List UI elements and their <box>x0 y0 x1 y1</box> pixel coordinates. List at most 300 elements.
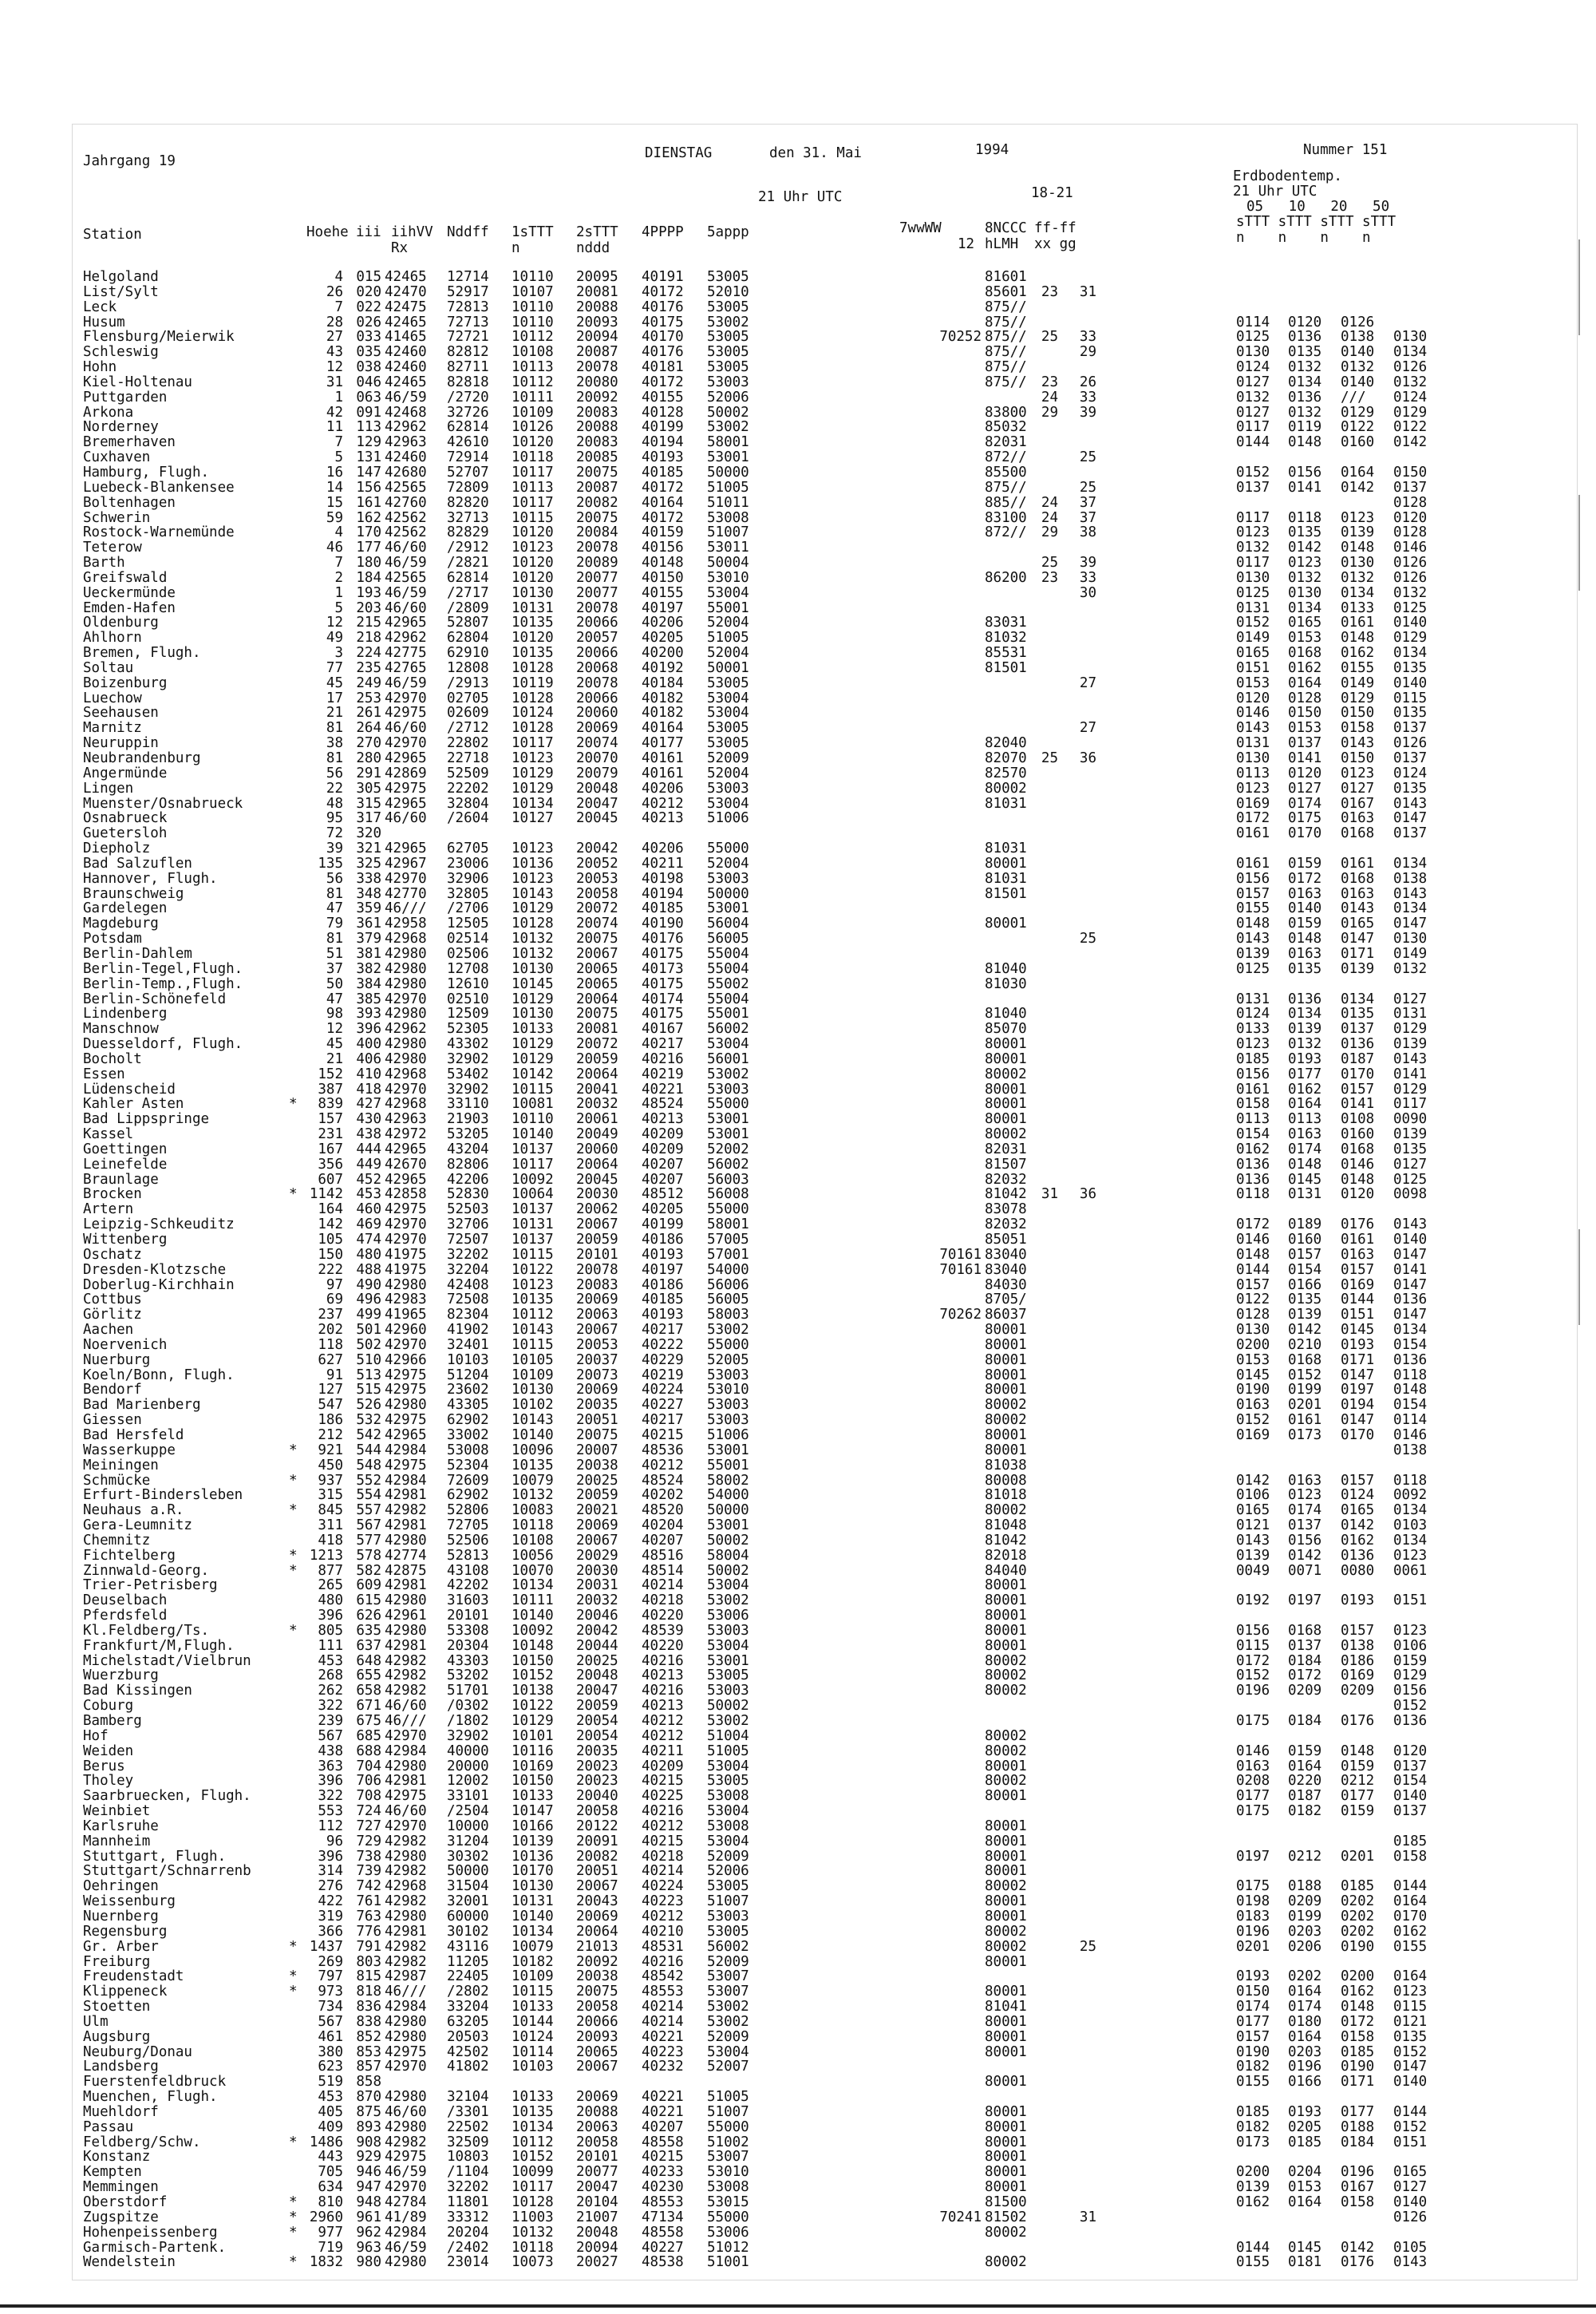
table-row <box>83 1127 1583 1142</box>
iihvv-value: 42980 <box>385 1848 427 1865</box>
nddff-value: 62814 <box>447 419 489 436</box>
iihvv-value: 42980 <box>385 1532 427 1549</box>
hoehe-value: 1 <box>334 584 343 601</box>
2sttt-value: 20078 <box>576 359 618 376</box>
4pppp-value: 40207 <box>642 1156 684 1173</box>
1sttt-value: 10123 <box>512 870 554 887</box>
2sttt-value: 20058 <box>576 1999 618 2015</box>
nddff-value: 12610 <box>447 975 489 992</box>
1sttt-value: 10123 <box>512 750 554 766</box>
soil-temp-10: 0118 <box>1288 509 1322 526</box>
station-name: Braunschweig <box>83 885 184 902</box>
hoehe-value: 81 <box>326 931 343 947</box>
2sttt-value: 20053 <box>576 1336 618 1353</box>
station-name: Wendelstein <box>83 2254 176 2271</box>
soil-temp-05: 0144 <box>1236 1261 1270 1278</box>
4pppp-value: 40209 <box>642 1141 684 1157</box>
soil-temp-50: 0124 <box>1393 389 1428 405</box>
soil-temp-05: 0124 <box>1236 1006 1270 1023</box>
8nccc-value: 80002 <box>985 1878 1027 1895</box>
hoehe-value: 797 <box>318 1968 343 1985</box>
1sttt-value: 10139 <box>512 1833 554 1849</box>
hoehe-value: 150 <box>318 1246 343 1263</box>
iii-value: 578 <box>356 1547 381 1564</box>
table-row <box>83 1082 1583 1098</box>
1sttt-value: 10096 <box>512 1442 554 1458</box>
5appp-value: 52002 <box>707 1141 749 1157</box>
soil-temp-05: 0172 <box>1236 1652 1270 1669</box>
nddff-value: 52707 <box>447 464 489 481</box>
nddff-value: 53308 <box>447 1622 489 1639</box>
5appp-value: 53006 <box>707 2224 749 2241</box>
table-row <box>83 1909 1583 1924</box>
station-name: Passau <box>83 2118 134 2135</box>
soil-temp-50: 0158 <box>1393 1848 1428 1865</box>
gg-value: 38 <box>1079 524 1096 541</box>
iii-value: 947 <box>356 2179 381 2196</box>
station-name: Soltau <box>83 659 134 676</box>
soil-temp-50: 0143 <box>1393 1216 1428 1233</box>
soil-temp-05: 0142 <box>1236 1472 1270 1489</box>
soil-temp-20: 0080 <box>1341 1562 1375 1579</box>
ff-value: 29 <box>1041 404 1058 421</box>
1sttt-value: 10133 <box>512 1788 554 1805</box>
2sttt-value: 20075 <box>576 464 618 481</box>
soil-temp-05: 0149 <box>1236 630 1270 647</box>
alpine-flag: * <box>289 1547 298 1564</box>
iii-value: 857 <box>356 2059 381 2075</box>
2sttt-value: 20067 <box>576 945 618 962</box>
table-row <box>83 1804 1583 1819</box>
nddff-value: 33002 <box>447 1426 489 1443</box>
table-row <box>83 721 1583 736</box>
4pppp-value: 40175 <box>642 975 684 992</box>
soil-temp-05: 0163 <box>1236 1397 1270 1414</box>
station-name: Wuerzburg <box>83 1667 159 1684</box>
4pppp-value: 40200 <box>642 645 684 662</box>
soil-temp-20: 0185 <box>1341 2043 1375 2060</box>
iihvv-value: 41/89 <box>385 2209 427 2225</box>
iihvv-value: 42770 <box>385 885 427 902</box>
1sttt-value: 10130 <box>512 584 554 601</box>
5appp-value: 53005 <box>707 1923 749 1940</box>
nddff-value: /2809 <box>447 599 489 616</box>
8nccc-value: 80001 <box>985 2043 1027 2060</box>
table-row <box>83 556 1583 571</box>
4pppp-value: 40192 <box>642 659 684 676</box>
station-name: Boizenburg <box>83 674 168 691</box>
soil-temp-50: 0147 <box>1393 916 1428 932</box>
nddff-value: 53202 <box>447 1667 489 1684</box>
nddff-value: 72721 <box>447 329 489 346</box>
hoehe-value: 480 <box>318 1592 343 1609</box>
hoehe-value: 12 <box>326 1021 343 1038</box>
5appp-value: 53005 <box>707 329 749 346</box>
5appp-value: 58004 <box>707 1547 749 1564</box>
hoehe-value: 418 <box>318 1532 343 1549</box>
iihvv-value: 42960 <box>385 1322 427 1339</box>
iihvv-value: 42958 <box>385 916 427 932</box>
iii-value: 305 <box>356 780 381 797</box>
iii-value: 761 <box>356 1893 381 1910</box>
2sttt-value: 20122 <box>576 1818 618 1834</box>
hoehe-value: 627 <box>318 1351 343 1368</box>
hoehe-value: 7 <box>334 299 343 315</box>
soil-temp-50: 0120 <box>1393 1742 1428 1759</box>
soil-temp-20: 0170 <box>1341 1426 1375 1443</box>
8nccc-value: 81601 <box>985 269 1027 285</box>
1sttt-value: 10145 <box>512 975 554 992</box>
5appp-value: 53001 <box>707 900 749 917</box>
4pppp-value: 40174 <box>642 991 684 1007</box>
soil-temp-10: 0131 <box>1288 1186 1322 1203</box>
soil-temp-20: 0165 <box>1341 916 1375 932</box>
station-name: Weinbiet <box>83 1803 151 1820</box>
5appp-value: 53004 <box>707 1637 749 1654</box>
soil-temp-20: 0149 <box>1341 674 1375 691</box>
2sttt-value: 20091 <box>576 1833 618 1849</box>
4pppp-value: 40221 <box>642 2103 684 2120</box>
5appp-value: 56002 <box>707 1021 749 1038</box>
5appp-value: 53002 <box>707 1999 749 2015</box>
soil-temp-10: 0184 <box>1288 1652 1322 1669</box>
table-row <box>83 781 1583 797</box>
soil-temp-05: 0106 <box>1236 1487 1270 1504</box>
soil-temp-05: 0157 <box>1236 885 1270 902</box>
soil-temp-10: 0127 <box>1288 780 1322 797</box>
nddff-value: 12505 <box>447 916 489 932</box>
2sttt-value: 20037 <box>576 1351 618 1368</box>
8nccc-value: 80001 <box>985 2074 1027 2091</box>
soil-temp-10: 0165 <box>1288 615 1322 631</box>
soil-temp-05: 0156 <box>1236 1622 1270 1639</box>
hoehe-value: 47 <box>326 900 343 917</box>
8nccc-value: 81500 <box>985 2194 1027 2210</box>
iii-value: 321 <box>356 841 381 857</box>
5appp-value: 53001 <box>707 1126 749 1143</box>
station-name: Kahler Asten <box>83 1096 184 1113</box>
hoehe-value: 4 <box>334 524 343 541</box>
2sttt-value: 20025 <box>576 1652 618 1669</box>
nddff-value: 62705 <box>447 841 489 857</box>
nddff-value: 72507 <box>447 1232 489 1248</box>
soil-temp-50: 0124 <box>1393 765 1428 781</box>
4pppp-value: 40194 <box>642 885 684 902</box>
1sttt-value: 10130 <box>512 1878 554 1895</box>
col-1sttt-sub: n <box>512 240 520 256</box>
soil-temp-05: 0145 <box>1236 1367 1270 1383</box>
table-row <box>83 1624 1583 1639</box>
station-name: Emden-Hafen <box>83 599 176 616</box>
gg-value: 27 <box>1079 720 1096 737</box>
8nccc-value: 81042 <box>985 1186 1027 1203</box>
iihvv-value: 41965 <box>385 1307 427 1323</box>
table-row <box>83 571 1583 586</box>
1sttt-value: 10109 <box>512 404 554 421</box>
iii-value: 704 <box>356 1758 381 1774</box>
hoehe-value: 547 <box>318 1397 343 1414</box>
soil-temp-10: 0136 <box>1288 389 1322 405</box>
5appp-value: 53003 <box>707 1367 749 1383</box>
alpine-flag: * <box>289 1562 298 1579</box>
soil-temp-05: 0208 <box>1236 1773 1270 1790</box>
nddff-value: 41802 <box>447 2059 489 2075</box>
2sttt-value: 20067 <box>576 1532 618 1549</box>
1sttt-value: 10130 <box>512 1006 554 1023</box>
nddff-value: /3301 <box>447 2103 489 2120</box>
soil-temp-20: 0158 <box>1341 2194 1375 2210</box>
table-row <box>83 2075 1583 2090</box>
4pppp-value: 40212 <box>642 1818 684 1834</box>
soil-temp-10: 0174 <box>1288 1999 1322 2015</box>
table-row <box>83 631 1583 646</box>
2sttt-value: 20078 <box>576 674 618 691</box>
5appp-value: 52004 <box>707 765 749 781</box>
iihvv-value: 42760 <box>385 494 427 511</box>
iii-value: 038 <box>356 359 381 376</box>
4pppp-value: 40209 <box>642 1758 684 1774</box>
8nccc-value: 80001 <box>985 2013 1027 2030</box>
soil-temp-50: 0121 <box>1393 2013 1428 2030</box>
station-name: Memmingen <box>83 2179 159 2196</box>
iii-value: 502 <box>356 1336 381 1353</box>
hoehe-value: 237 <box>318 1307 343 1323</box>
8nccc-value: 83100 <box>985 509 1027 526</box>
nddff-value: 32726 <box>447 404 489 421</box>
4pppp-value: 40217 <box>642 1322 684 1339</box>
nddff-value: 41902 <box>447 1322 489 1339</box>
soil-temp-20: 0148 <box>1341 1742 1375 1759</box>
iihvv-value: 42475 <box>385 299 427 315</box>
iihvv-value: 42965 <box>385 795 427 812</box>
2sttt-value: 20095 <box>576 269 618 285</box>
1sttt-value: 10135 <box>512 645 554 662</box>
iii-value: 381 <box>356 945 381 962</box>
iihvv-value: 42968 <box>385 931 427 947</box>
2sttt-value: 20035 <box>576 1742 618 1759</box>
station-name: Leck <box>83 299 117 315</box>
iihvv-value: 46/60 <box>385 599 427 616</box>
iihvv-value: 42670 <box>385 1156 427 1173</box>
4pppp-value: 40175 <box>642 1006 684 1023</box>
soil-temp-05: 0154 <box>1236 1126 1270 1143</box>
soil-temp-20: 0158 <box>1341 2028 1375 2045</box>
iihvv-value: 42460 <box>385 449 427 466</box>
4pppp-value: 40216 <box>642 1683 684 1699</box>
soil-temp-50: 0136 <box>1393 1713 1428 1729</box>
iii-value: 385 <box>356 991 381 1007</box>
1sttt-value: 10123 <box>512 841 554 857</box>
table-row <box>83 977 1583 992</box>
soil-temp-50: 0154 <box>1393 1336 1428 1353</box>
soil-temp-50: 0150 <box>1393 464 1428 481</box>
hoehe-value: 719 <box>318 2239 343 2256</box>
station-name: Essen <box>83 1066 125 1082</box>
4pppp-value: 40155 <box>642 389 684 405</box>
soil-temp-20: 0165 <box>1341 1502 1375 1519</box>
iii-value: 488 <box>356 1261 381 1278</box>
soil-temp-50: 0129 <box>1393 1667 1428 1684</box>
table-row <box>83 270 1583 285</box>
4pppp-value: 40212 <box>642 1908 684 1924</box>
1sttt-value: 10099 <box>512 2164 554 2181</box>
5appp-value: 50002 <box>707 1562 749 1579</box>
col-7www: 7wwWW <box>899 220 942 236</box>
2sttt-value: 20082 <box>576 494 618 511</box>
soil-temp-05: 0123 <box>1236 1036 1270 1053</box>
4pppp-value: 40212 <box>642 1713 684 1729</box>
iii-value: 253 <box>356 690 381 706</box>
soil-temp-20: 0163 <box>1341 885 1375 902</box>
1sttt-value: 10105 <box>512 1351 554 1368</box>
iihvv-value: 42784 <box>385 2194 427 2210</box>
col-1sttt: 1sTTT <box>512 224 554 240</box>
5appp-value: 53001 <box>707 449 749 466</box>
1sttt-value: 10136 <box>512 855 554 872</box>
table-row <box>83 1278 1583 1293</box>
1sttt-value: 10070 <box>512 1562 554 1579</box>
iihvv-value: 42565 <box>385 569 427 586</box>
2sttt-value: 20070 <box>576 750 618 766</box>
col-iihvv: iihVV <box>391 224 433 240</box>
4pppp-value: 40211 <box>642 855 684 872</box>
iihvv-value: 42970 <box>385 1727 427 1744</box>
2sttt-value: 20046 <box>576 1608 618 1624</box>
soil-temp-20: 0161 <box>1341 855 1375 872</box>
soil-temp-05: 0200 <box>1236 2164 1270 2181</box>
soil-temp-10: 0159 <box>1288 916 1322 932</box>
table-row <box>83 405 1583 421</box>
soil-temp-05: 0161 <box>1236 825 1270 842</box>
5appp-value: 53002 <box>707 314 749 330</box>
iihvv-value: 42465 <box>385 374 427 390</box>
5appp-value: 53007 <box>707 2149 749 2166</box>
nddff-value: 72508 <box>447 1291 489 1308</box>
nddff-value: 02514 <box>447 931 489 947</box>
soil-temp-50: 0114 <box>1393 1412 1428 1429</box>
soil-temp-20: 0132 <box>1341 359 1375 376</box>
soil-temp-10: 0188 <box>1288 1878 1322 1895</box>
station-name: Luechow <box>83 690 142 706</box>
5appp-value: 50002 <box>707 1698 749 1715</box>
4pppp-value: 40216 <box>642 1050 684 1067</box>
iihvv-value: 42965 <box>385 615 427 631</box>
nddff-value: 20304 <box>447 1637 489 1654</box>
hoehe-value: 2 <box>334 569 343 586</box>
5appp-value: 53008 <box>707 509 749 526</box>
5appp-value: 53004 <box>707 705 749 722</box>
hoehe-value: 31 <box>326 374 343 390</box>
4pppp-value: 40161 <box>642 765 684 781</box>
col-2sttt: 2sTTT <box>576 224 618 240</box>
4pppp-value: 40217 <box>642 1036 684 1053</box>
8nccc-value: 82032 <box>985 1171 1027 1188</box>
2sttt-value: 20079 <box>576 765 618 781</box>
2sttt-value: 20045 <box>576 1171 618 1188</box>
iihvv-value: 42975 <box>385 2149 427 2166</box>
soil-temp-05: 0143 <box>1236 931 1270 947</box>
soil-temp-20: 0146 <box>1341 1156 1375 1173</box>
iihvv-value: 42980 <box>385 945 427 962</box>
soil-temp-20: 0145 <box>1341 1322 1375 1339</box>
soil-temp-10: 0135 <box>1288 524 1322 541</box>
4pppp-value: 40219 <box>642 1367 684 1383</box>
4pppp-value: 40215 <box>642 1833 684 1849</box>
2sttt-value: 20049 <box>576 1126 618 1143</box>
nddff-value: 32906 <box>447 870 489 887</box>
soil-temp-20: 0169 <box>1341 1276 1375 1293</box>
4pppp-value: 40205 <box>642 630 684 647</box>
hoehe-value: 356 <box>318 1156 343 1173</box>
hoehe-value: 17 <box>326 690 343 706</box>
soil-temp-50: 0147 <box>1393 810 1428 827</box>
iihvv-value: 42981 <box>385 1637 427 1654</box>
nddff-value: 30102 <box>447 1923 489 1940</box>
soil-temp-20: 0164 <box>1341 464 1375 481</box>
soil-temp-10: 0141 <box>1288 479 1322 496</box>
1sttt-value: 10140 <box>512 1126 554 1143</box>
iii-value: 582 <box>356 1562 381 1579</box>
iii-value: 615 <box>356 1592 381 1609</box>
nddff-value: /2402 <box>447 2239 489 2256</box>
nddff-value: 82806 <box>447 1156 489 1173</box>
table-row <box>83 1007 1583 1022</box>
soil-temp-10: 0132 <box>1288 359 1322 376</box>
soil-temp-20: 0143 <box>1341 735 1375 752</box>
table-row <box>83 1443 1583 1458</box>
1sttt-value: 10129 <box>512 1036 554 1053</box>
1sttt-value: 10113 <box>512 359 554 376</box>
hoehe-value: 231 <box>318 1126 343 1143</box>
4pppp-value: 40212 <box>642 795 684 812</box>
2sttt-value: 20048 <box>576 2224 618 2241</box>
1sttt-value: 10117 <box>512 735 554 752</box>
4pppp-value: 40227 <box>642 2239 684 2256</box>
7wwww-value: 70262 <box>939 1307 982 1323</box>
soil-temp-50: 0126 <box>1393 359 1428 376</box>
4pppp-value: 40223 <box>642 2043 684 2060</box>
hoehe-value: 607 <box>318 1171 343 1188</box>
hoehe-value: 43 <box>326 344 343 361</box>
ff-value: 25 <box>1041 750 1058 766</box>
gg-value: 39 <box>1079 555 1096 572</box>
iii-value: 474 <box>356 1232 381 1248</box>
table-row <box>83 330 1583 345</box>
soil-temp-05: 0155 <box>1236 900 1270 917</box>
soil-temp-20: 0122 <box>1341 419 1375 436</box>
soil-temp-20: 0138 <box>1341 1637 1375 1654</box>
hoehe-value: 5 <box>334 449 343 466</box>
iii-value: 853 <box>356 2043 381 2060</box>
gg-value: 39 <box>1079 404 1096 421</box>
soil-temp-05: 0136 <box>1236 1171 1270 1188</box>
2sttt-value: 20077 <box>576 584 618 601</box>
hoehe-value: 366 <box>318 1923 343 1940</box>
nddff-value: 32509 <box>447 2134 489 2150</box>
5appp-value: 53005 <box>707 344 749 361</box>
table-row <box>83 435 1583 450</box>
8nccc-value: 85051 <box>985 1232 1027 1248</box>
1sttt-value: 10132 <box>512 2224 554 2241</box>
4pppp-value: 40223 <box>642 1893 684 1910</box>
8nccc-value: 86200 <box>985 569 1027 586</box>
5appp-value: 53002 <box>707 1713 749 1729</box>
iihvv-value: 42460 <box>385 359 427 376</box>
iihvv-value: 42980 <box>385 1006 427 1023</box>
hoehe-value: 453 <box>318 1652 343 1669</box>
table-row <box>83 1052 1583 1067</box>
nddff-value: 82829 <box>447 524 489 541</box>
